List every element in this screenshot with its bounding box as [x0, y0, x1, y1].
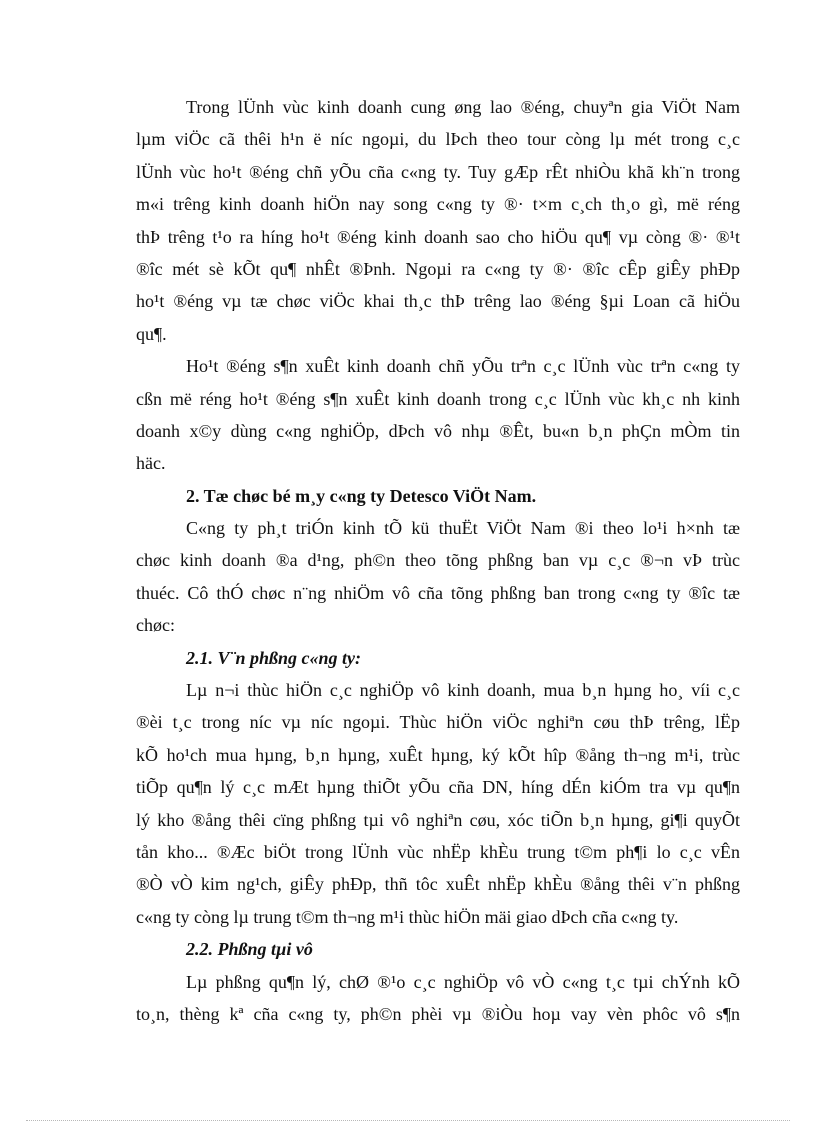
- text-line: Lµ phßng qu¶n lý, chØ ®¹o c¸c nghiÖp vô vÒ c«ng t¸c tµi chÝnh kÕ: [186, 971, 740, 992]
- text-line: chøc kinh doanh ®a d¹ng, ph©n theo tõng phßng ban vµ c¸c ®¬n vÞ trùc: [136, 550, 740, 571]
- text-line: Lµ n¬i thùc hiÖn c¸c nghiÖp vô kinh doanh, mua b¸n hµng ho¸ víi c¸c: [186, 680, 740, 701]
- text-line: tån kho... ®Æc biÖt trong lÜnh vùc nhËp khÈu trung t©m ph¶i lo c¸c vÊn: [136, 841, 740, 862]
- text-line: kÕ ho¹ch mua hµng, b¸n hµng, xuÊt hµng, ký kÕt hîp ®ång th¬ng m¹i, trùc: [136, 744, 740, 765]
- text-line: qu¶.: [136, 323, 167, 344]
- subsection-heading-2-2: 2.2. Phßng tµi vô: [186, 939, 313, 960]
- text-line: lµm viÖc cã thêi h¹n ë níc ngoµi, du lÞch theo tour còng lµ mét trong c¸c: [136, 129, 740, 150]
- text-line: tiÕp qu¶n lý c¸c mÆt hµng thiÕt yÕu cña DN, híng dÉn kiÓm tra vµ qu¶n: [136, 777, 740, 798]
- text-line: lÜnh vùc ho¹t ®éng chñ yÕu cña c«ng ty. Tuy gÆp rÊt nhiÒu khã kh¨n trong: [136, 161, 740, 182]
- subsection-heading-2-1: 2.1. V¨n phßng c«ng ty:: [186, 647, 362, 668]
- text-line: ®Ò vÒ kim ng¹ch, giÊy phÐp, thñ tôc xuÊt nhËp khÈu ®ång thêi v¨n phßng: [136, 874, 740, 895]
- text-line: m«i trêng kinh doanh hiÖn nay song c«ng ty ®· t×m c¸ch th¸o gì, më réng: [136, 194, 740, 215]
- document-page: [136, 91, 740, 1030]
- text-line: ®îc mét sè kÕt qu¶ nhÊt ®Þnh. Ngoµi ra c«ng ty ®· ®îc cÊp giÊy phÐp: [136, 258, 740, 279]
- text-line: Trong lÜnh vùc kinh doanh cung øng lao ®éng, chuyªn gia ViÖt Nam: [186, 97, 740, 117]
- text-line: ho¹t ®éng vµ tæ chøc viÖc khai th¸c thÞ trêng lao ®éng §µi Loan cã hiÖu: [136, 291, 740, 312]
- section-heading-2: 2. Tæ chøc bé m¸y c«ng ty Detesco ViÖt Nam.: [186, 485, 537, 506]
- text-line: Ho¹t ®éng s¶n xuÊt kinh doanh chñ yÕu trªn c¸c lÜnh vùc trªn c«ng ty: [186, 356, 740, 377]
- text-line: doanh x©y dùng c«ng nghiÖp, dÞch vô nhµ ®Êt, bu«n b¸n phÇn mÒm tin: [136, 420, 740, 441]
- text-line: thÞ trêng t¹o ra híng ho¹t ®éng kinh doanh sao cho hiÖu qu¶ vµ còng ®· ®¹t: [136, 226, 740, 247]
- text-line: to¸n, thèng kª cña c«ng ty, ph©n phèi vµ ®iÒu hoµ vay vèn phôc vô s¶n: [136, 1003, 740, 1024]
- text-line: ®èi t¸c trong níc vµ níc ngoµi. Thùc hiÖn viÖc nghiªn cøu thÞ trêng, lËp: [136, 712, 740, 733]
- paragraph-3: [136, 512, 740, 642]
- paragraph-4: [136, 674, 740, 933]
- text-line: lý kho ®ång thêi cïng phßng tµi vô nghiªn cøu, xóc tiÕn b¸n hµng, gi¶i quyÕt: [136, 809, 740, 830]
- text-line: c«ng ty còng lµ trung t©m th¬ng m¹i thùc hiÖn mäi giao dÞch cña c«ng ty.: [136, 906, 679, 927]
- paragraph-2: [136, 350, 740, 480]
- text-line: chøc:: [136, 615, 175, 636]
- paragraph-5: [136, 966, 740, 1031]
- text-line: häc.: [136, 453, 166, 474]
- paragraph-1: [136, 91, 740, 350]
- page-bottom-dotted-rule: [26, 1120, 790, 1121]
- text-line: cßn më réng ho¹t ®éng s¶n xuÊt kinh doanh trong c¸c lÜnh vùc kh¸c nh kinh: [136, 388, 740, 409]
- text-line: C«ng ty ph¸t triÓn kinh tÕ kü thuËt ViÖt Nam ®i theo lo¹i h×nh tæ: [186, 518, 740, 539]
- text-line: thuéc. Cô thÓ chøc n¨ng nhiÖm vô cña tõng phßng ban trong c«ng ty ®îc tæ: [136, 582, 740, 603]
